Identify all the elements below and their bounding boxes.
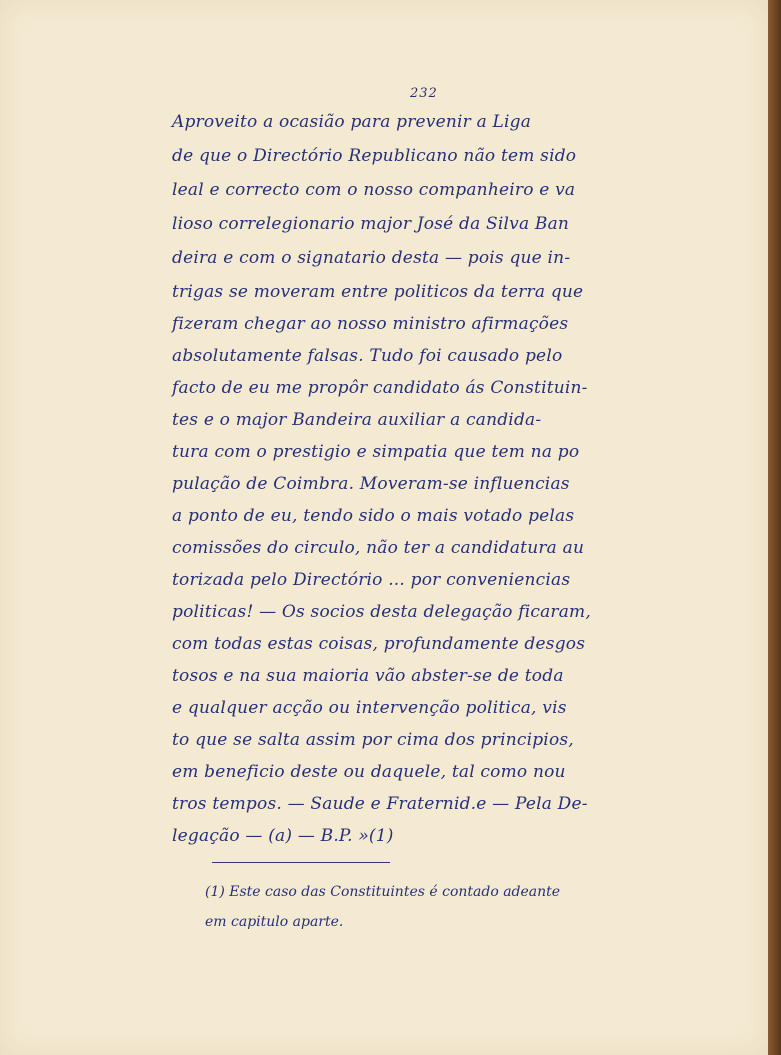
body-line: absolutamente falsas. Tudo foi causado pelo — [172, 346, 563, 366]
body-line: politicas! — Os socios desta delegação ficaram, — [172, 602, 591, 622]
body-line: com todas estas coisas, profundamente desgos — [172, 634, 586, 654]
footnote-line: (1) Este caso das Constituintes é contado adeante — [205, 884, 561, 900]
body-line: deira e com o signatario desta — pois que in- — [172, 248, 571, 268]
body-line: lioso correlegionario major José da Silva Ban — [172, 214, 570, 234]
body-line: leal e correcto com o nosso companheiro e va — [172, 180, 576, 200]
footnote-line: em capitulo aparte. — [205, 914, 344, 930]
footnote-divider — [212, 862, 390, 863]
body-line: comissões do circulo, não ter a candidatura au — [172, 538, 585, 558]
body-line: tura com o prestigio e simpatia que tem na po — [172, 442, 580, 462]
body-line: torizada pelo Directório ... por conveniencias — [172, 570, 571, 590]
body-line: fizeram chegar ao nosso ministro afirmações — [172, 314, 569, 334]
body-line: Aproveito a ocasião para prevenir a Liga — [172, 112, 532, 132]
body-line: tosos e na sua maioria vão abster-se de toda — [172, 666, 564, 686]
body-line: to que se salta assim por cima dos principios, — [172, 730, 574, 750]
page-number: 232 — [410, 86, 438, 101]
body-line: tes e o major Bandeira auxiliar a candida- — [172, 410, 542, 430]
body-line: e qualquer acção ou intervenção politica, vis — [172, 698, 567, 718]
body-line: a ponto de eu, tendo sido o mais votado pelas — [172, 506, 575, 526]
body-line: legação — (a) — B.P. »(1) — [172, 826, 394, 846]
body-line: pulação de Coimbra. Moveram-se influencias — [172, 474, 570, 494]
body-line: tros tempos. — Saude e Fraternid.e — Pela De- — [172, 794, 588, 814]
book-spine-edge — [768, 0, 781, 1055]
body-line: de que o Directório Republicano não tem sido — [172, 146, 577, 166]
body-line: em beneficio deste ou daquele, tal como nou — [172, 762, 566, 782]
body-line: facto de eu me propôr candidato ás Constituin- — [172, 378, 588, 398]
body-line: trigas se moveram entre politicos da terra que — [172, 282, 584, 302]
